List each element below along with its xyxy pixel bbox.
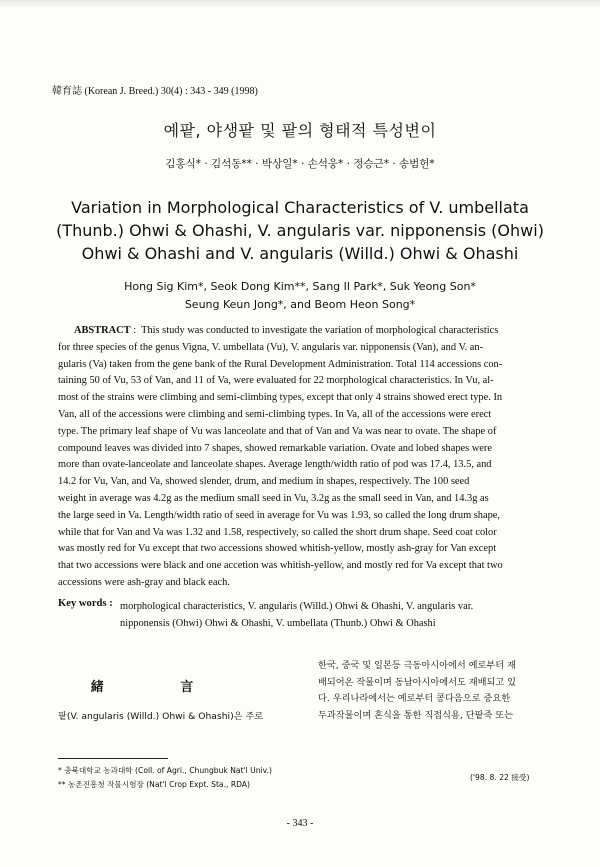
right-column-line: 두과작물이며 혼식을 통한 직접식용, 단팥죽 또는 [318,709,514,721]
english-authors-line: Hong Sig Kim*, Seok Dong Kim**, Sang Il Park*, Suk Yeong Son* [124,280,476,293]
abstract-line: 14.2 for Vu, Van, and Va, showed slender, drum, and medium in shapes, respectively. The 100 seed [58,476,470,488]
abstract-line: most of the strains were climbing and semi-climbing types, except that only 4 strains showed erect type. In [58,392,503,404]
abstract-line: Van, all of the accessions were climbing and semi-climbing types. In Va, all of the accessions were erect [58,408,492,420]
abstract-line: compound leaves was divided into 7 shapes, showed remarkable variation. Ovate and lobed shapes were [58,442,492,454]
introduction-heading: 緒 言 [90,680,230,695]
abstract-line: more than ovate-lanceolate and lanceolate shapes. Average length/width ratio of pod was 17.4, 13.5, and [58,459,492,471]
english-title [40,196,560,265]
english-authors [40,278,560,314]
korean-title: 예팥, 야생팥 및 팥의 형태적 특성변이 [163,121,437,140]
abstract-line: for three species of the genus Vigna, V. umbellata (Vu), V. angularis var. nipponensis (Van), and V. an- [58,341,484,353]
right-column-line: 한국, 중국 및 일본등 극동아시아에서 예로부터 재 [318,660,516,671]
korean-authors: 김홍식* · 김석동** · 박상일* · 손석웅* · 정승근* · 송범헌* [165,158,435,170]
abstract-label: ABSTRACT [74,325,131,336]
footnote-affiliation-1: * 충북대학교 농과대학 (Coll. of Agri., Chungbuk Nat'l Univ.) [58,766,272,775]
page-number: - 343 - [286,818,314,829]
keywords-line: nipponensis (Ohwi) Ohwi & Ohashi, V. umbellata (Thunb.) Ohwi & Ohashi [120,618,436,629]
right-column-line: 다. 우리나라에서는 예로부터 콩다음으로 중요한 [318,693,511,705]
english-title-line: Ohwi & Ohashi and V. angularis (Willd.) Ohwi & Ohashi [81,244,519,263]
scan-edge [0,0,600,8]
journal-reference: 韓育誌 (Korean J. Breed.) 30(4) : 343 - 349 (1998) [52,86,258,97]
english-title-line: Variation in Morphological Characteristics of V. umbellata [71,198,529,217]
footnote-affiliation-2: ** 농촌진흥청 작물시험장 (Nat'l Crop Expt. Sta., RDA) [58,780,250,789]
abstract-line: the large seed in Va. Length/width ratio of seed in average for Vu was 1.93, so called the long drum shape, [58,509,501,521]
abstract-line: type. The primary leaf shape of Vu was lanceolate and that of Van and Va was near to ovate. The shape of [58,425,497,437]
received-date: ('98. 8. 22 接受) [470,773,530,782]
abstract-line: This study was conducted to investigate the variation of morphological characteristics [141,325,499,336]
left-column-text: 팥(V. angularis (Willd.) Ohwi & Ohashi)은 주로 [58,711,264,722]
english-title-line: (Thunb.) Ohwi & Ohashi, V. angularis var. nipponensis (Ohwi) [56,221,544,240]
keywords-line: morphological characteristics, V. angularis (Willd.) Ohwi & Ohashi, V. angularis var. [120,601,474,612]
footnote-rule [58,758,168,759]
abstract [58,323,548,592]
english-authors-line: Seung Keun Jong*, and Beom Heon Song* [184,298,416,311]
abstract-line: was mostly red for Vu except that two accessions showed whitish-yellow, mostly ash-gray for Van except [58,543,497,555]
abstract-line: weight in average was 4.2g as the medium small seed in Vu, 3.2g as the small seed in Van, and 14.3g as [58,492,489,504]
abstract-line: while that for Van and Va was 1.32 and 1.58, respectively, so called the short drum shape. Seed coat color [58,526,497,538]
abstract-line: accessions were ash-gray and black each. [58,576,230,588]
abstract-line-first: ABSTRACT : This study was conducted to investigate the variation of morphological characteristics [74,325,499,336]
abstract-line: that two accessions were black and one accetion was whitish-yellow, and mostly red for Va except that two [58,560,503,572]
abstract-line: gularis (Va) taken from the gene bank of the Rural Development Administration. Total 114 accessions con- [58,358,503,370]
right-column-line: 배되어온 작물이며 동남아시아에서도 재배되고 있 [318,676,517,688]
keywords-label: Key words : [58,598,113,609]
right-column-text [318,658,558,724]
abstract-line: taining 50 of Vu, 53 of Van, and 11 of Va, were evaluated for 22 morphological characteristics. In Vu, al- [58,375,494,387]
keywords [120,598,555,632]
